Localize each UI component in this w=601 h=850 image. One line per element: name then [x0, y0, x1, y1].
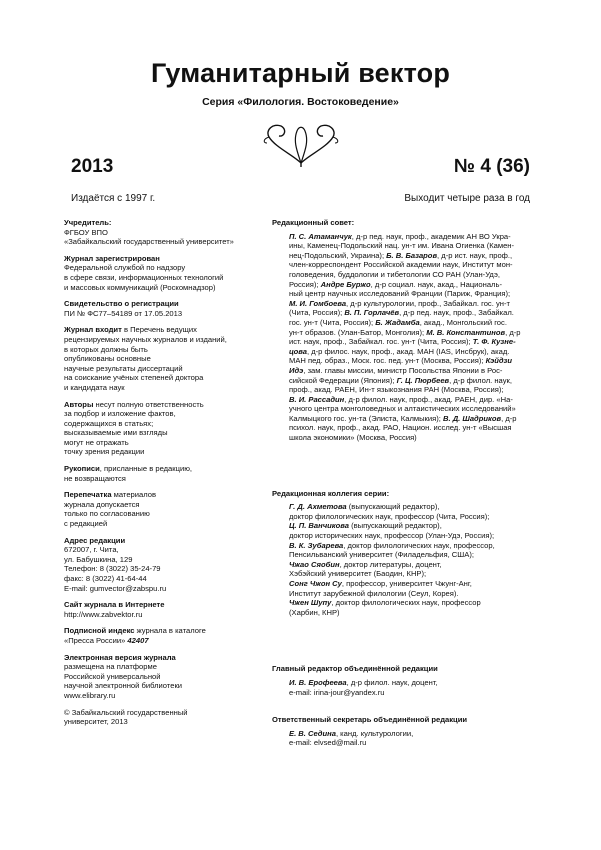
electronic-line: научной электронной библиотеки	[64, 681, 183, 691]
council-line	[289, 356, 542, 366]
secretary-member-name: Е. В. Седина	[289, 728, 336, 738]
reprint-heading: Перепечатка	[64, 490, 112, 500]
registration-line: в сфере связи, информационных технологий	[64, 272, 224, 282]
secretary-section	[272, 715, 542, 748]
vak-list-block	[64, 325, 259, 392]
editorial-council-section	[272, 218, 542, 443]
board-text: , доктор филологических наук, профессор	[331, 598, 481, 608]
board-text: Пенсильванский университет (Филадельфия, США);	[289, 550, 474, 560]
council-line	[289, 270, 542, 280]
council-text: , д-р культурологии, проф., Забайкал. гос. ун-т	[346, 298, 510, 308]
council-text: , акад., Монгольский гос.	[419, 317, 507, 327]
council-line	[289, 366, 542, 376]
council-text: школа экономики» (Москва, Россия)	[289, 433, 417, 443]
council-member-name: цова	[289, 346, 307, 356]
elibrary-link[interactable]: www.elibrary.ru	[64, 690, 116, 700]
council-text: психол. наук, проф., акад. РАО, Национ. исслед. ун-т «Высшая	[289, 423, 512, 433]
council-text: ист. наук, проф., Забайкал. гос. ун-т (Чита, Россия);	[289, 337, 473, 347]
board-text: доктор исторических наук, профессор (Улан-Удэ, Россия);	[289, 531, 495, 541]
council-member-name: Идэ	[289, 365, 304, 375]
council-member-name: Б. Жадамба	[375, 317, 420, 327]
vak-line: рецензируемых научных журналов и изданий,	[64, 334, 227, 344]
chief-editor-section	[272, 664, 542, 697]
council-line	[289, 308, 542, 318]
site-block	[64, 600, 259, 619]
vak-line: опубликованы основные	[64, 354, 151, 364]
council-text: (Чита, Россия);	[289, 308, 345, 318]
council-text: , д-р филос. наук, проф., акад. МАН (IAS, Инсбрук), акад.	[306, 346, 510, 356]
council-text: учного центра монголоведных и алтаистических исследований»	[289, 404, 516, 414]
board-text: Хэбэйский университет (Баодин, КНР);	[289, 569, 427, 579]
board-line	[289, 569, 542, 579]
council-line	[289, 347, 542, 357]
editorial-board-heading: Редакционная коллегия серии:	[272, 488, 390, 498]
board-member-name: Чжен Шупу	[289, 598, 332, 608]
council-member-name: Т. Ф. Кузне-	[472, 337, 516, 347]
journal-title: Гуманитарный вектор	[150, 58, 451, 88]
secretary-text: , канд. культурологии,	[335, 728, 414, 738]
email-link[interactable]: E-mail: gumvector@zabspu.ru	[64, 583, 167, 593]
ornament-flourish-icon	[263, 117, 339, 167]
subscription-heading: Подписной индекс	[64, 626, 135, 636]
council-member-name: П. С. Атаманчук	[289, 231, 352, 241]
authors-line: несут полную ответственность	[93, 399, 204, 409]
registration-block	[64, 254, 259, 292]
issue-year: 2013	[71, 156, 114, 177]
board-member-name: Ц. П. Ванчикова	[289, 521, 349, 531]
board-text: Институт зарубежной филологии (Сеул, Корея).	[289, 588, 459, 598]
council-text: , д-р филол. наук,	[449, 375, 512, 385]
chief-editor-info	[272, 678, 542, 697]
council-text: проф., акад. РАЕН, Ин-т языкознания РАН (Москва, Россия);	[289, 385, 504, 395]
authors-line: за подбор и изложение фактов,	[64, 409, 176, 419]
address-line: ул. Бабушкина, 129	[64, 554, 133, 564]
board-member-name: Сонг Чжон Су	[289, 579, 342, 588]
council-line	[289, 414, 542, 424]
electronic-line: размещена на платформе	[64, 662, 157, 672]
registration-heading: Журнал зарегистрирован	[64, 253, 160, 263]
address-heading: Адрес редакции	[64, 535, 126, 545]
board-line	[289, 560, 542, 570]
reprint-block	[64, 490, 259, 528]
electronic-line: Российской универсальной	[64, 671, 161, 681]
board-line	[289, 541, 542, 551]
council-text: , д-р пед. наук, проф., Забайкал.	[399, 308, 514, 318]
council-line	[289, 385, 542, 395]
authors-line: точку зрения редакции	[64, 447, 145, 457]
board-text: (выпускающий редактор),	[346, 502, 440, 512]
council-text: гос. ун-т (Чита, Россия);	[289, 317, 376, 327]
manuscripts-heading: Рукописи	[64, 464, 100, 474]
vak-line: в Перечень ведущих	[121, 325, 197, 335]
authors-line: могут не отражать	[64, 437, 129, 447]
secretary-heading: Ответственный секретарь объединённой редакции	[272, 715, 468, 725]
board-text: , профессор, университет Чжунг-Анг,	[341, 579, 472, 588]
published-since: Издаётся с 1997 г.	[71, 193, 156, 204]
site-heading: Сайт журнала в Интернете	[64, 600, 165, 610]
editorial-column	[272, 218, 542, 748]
board-text: (Харбин, КНР)	[289, 607, 340, 617]
council-line	[289, 280, 542, 290]
council-member-name: В. П. Горлачёв	[344, 308, 400, 318]
board-text: доктор филологических наук, профессор (Чита, Россия);	[289, 511, 490, 521]
council-line	[289, 433, 542, 443]
council-text: , д-р ист. наук, проф.,	[437, 250, 513, 260]
authors-block	[64, 400, 259, 458]
council-text: член-корреспондент Российской академии наук, Институт мон-	[289, 260, 513, 270]
board-line	[289, 598, 542, 608]
board-member-name: В. К. Зубарева	[289, 540, 344, 550]
editorial-council-list	[272, 232, 542, 443]
electronic-heading: Электронная версия журнала	[64, 652, 176, 662]
board-line	[289, 550, 542, 560]
electronic-version-block	[64, 653, 259, 701]
subscription-block	[64, 626, 259, 645]
editorial-board-list	[272, 502, 542, 617]
council-text: нец-Подольский, Украина);	[289, 250, 387, 260]
subscription-index: 42407	[127, 635, 149, 645]
reprint-line: материалов	[111, 490, 157, 500]
council-line	[289, 337, 542, 347]
council-line	[289, 423, 542, 433]
council-member-name: Кэйдзи	[485, 356, 513, 366]
phone-line: Телефон: 8 (3022) 35-24-79	[64, 564, 161, 574]
council-text: головедения, буддологии и тибетологии СО РАН (Улан-Удэ,	[289, 269, 500, 279]
manuscripts-line: не возвращаются	[64, 473, 126, 483]
certificate-block	[64, 299, 259, 318]
board-member-name: Чжао Сяобин	[289, 559, 340, 569]
council-line	[289, 260, 542, 270]
council-member-name: Г. Ц. Пюрбеев	[396, 375, 450, 385]
authors-line: содержащихся в статьях;	[64, 418, 154, 428]
board-line	[289, 502, 542, 512]
chief-line	[289, 688, 542, 698]
council-line	[289, 241, 542, 251]
council-text: , зам. главы миссии, министр Посольства Японии в Рос-	[303, 365, 503, 375]
council-line	[289, 251, 542, 261]
reprint-line: с редакцией	[64, 519, 108, 529]
board-text: , доктор литературы, доцент,	[339, 559, 442, 569]
vak-line: на соискание учёных степеней доктора	[64, 373, 204, 383]
board-line	[289, 608, 542, 618]
council-text: МАН пед. образ., Моск. гос. пед. ун-т (Москва, Россия);	[289, 356, 486, 366]
board-text: , доктор филологических наук, профессор,	[343, 540, 495, 550]
certificate-number: ПИ № ФС77–54189 от 17.05.2013	[64, 308, 183, 318]
fax-line: факс: 8 (3022) 41-64-44	[64, 574, 147, 583]
vak-line: и кандидата наук	[64, 382, 125, 392]
board-line	[289, 521, 542, 531]
board-line	[289, 531, 542, 541]
chief-member-name: И. В. Ерофеева	[289, 677, 347, 687]
authors-line: высказываемые ими взгляды	[64, 428, 168, 438]
editorial-council-heading: Редакционный совет:	[272, 218, 355, 227]
council-line	[289, 232, 542, 242]
council-member-name: М. В. Константинов	[426, 327, 506, 337]
reprint-line: журнала допускается	[64, 499, 140, 509]
council-text: сийской Федерации (Япония);	[289, 375, 397, 385]
council-text: , д-р	[505, 327, 521, 337]
council-text: ный центр научных исследований Франции (Париж, Франция);	[289, 289, 511, 299]
authors-heading: Авторы	[64, 399, 94, 409]
site-link[interactable]: http://www.zabvektor.ru	[64, 609, 143, 619]
founder-block	[64, 218, 259, 247]
council-text: , д-р социал. наук, акад., Националь-	[370, 279, 502, 289]
vak-line: в которых должны быть	[64, 344, 148, 354]
board-text: (выпускающий редактор),	[349, 521, 442, 531]
board-line	[289, 512, 542, 522]
editorial-board-section	[272, 489, 542, 618]
founder-line: ФГБОУ ВПО	[64, 227, 108, 237]
council-text: , д-р	[501, 413, 517, 423]
imprint-column	[64, 218, 259, 734]
council-line	[289, 328, 542, 338]
registration-line: и массовых коммуникаций (Роскомнадзор)	[64, 282, 216, 292]
copyright-line: университет, 2013	[64, 717, 128, 727]
secretary-line	[289, 729, 542, 739]
council-text: ины, Каменец-Подольский нац. ун-т им. Ивана Огиенка (Камен-	[289, 241, 515, 251]
chief-text: , д-р филол. наук, доцент,	[346, 677, 438, 687]
council-text: , д-р филол. наук, проф., акад. РАЕН, дир. «На-	[344, 394, 513, 404]
council-text: ун-т образов. (Улан-Батор, Монголия);	[289, 327, 427, 337]
council-line	[289, 376, 542, 386]
council-line	[289, 299, 542, 309]
publication-frequency: Выходит четыре раза в год	[404, 193, 530, 204]
council-member-name: М. И. Гомбоева	[289, 298, 347, 308]
manuscripts-block	[64, 464, 259, 483]
founder-heading: Учредитель:	[64, 218, 112, 227]
council-line	[289, 289, 542, 299]
copyright-line: © Забайкальский государственный	[64, 707, 188, 717]
certificate-heading: Свидетельство о регистрации	[64, 299, 179, 309]
series-title: Серия «Филология. Востоковедение»	[202, 96, 399, 108]
catalog-name: «Пресса России»	[64, 635, 128, 645]
secretary-info	[272, 729, 542, 748]
council-line	[289, 395, 542, 405]
issue-number: № 4 (36)	[453, 156, 530, 177]
council-line	[289, 404, 542, 414]
council-line	[289, 318, 542, 328]
copyright-block	[64, 708, 259, 727]
subscription-line: журнала в каталоге	[134, 626, 206, 636]
manuscripts-line: , присланные в редакцию,	[99, 464, 193, 474]
council-member-name: В. И. Рассадин	[289, 394, 345, 404]
board-line	[289, 579, 542, 589]
vak-heading: Журнал входит	[64, 325, 122, 335]
chief-text: e-mail: irina-jour@yandex.ru	[289, 687, 385, 697]
council-member-name: Андре Буржо	[320, 279, 371, 289]
address-block	[64, 536, 259, 594]
council-text: Россия);	[289, 279, 321, 289]
council-member-name: Б. В. Базаров	[386, 250, 438, 260]
council-text: Калмыцкого гос. ун-та (Элиста, Калмыкия);	[289, 413, 443, 423]
reprint-line: только по согласованию	[64, 509, 150, 519]
vak-line: научные результаты диссертаций	[64, 363, 183, 373]
secretary-text: e-mail: elvsed@mail.ru	[289, 738, 367, 748]
chief-line	[289, 678, 542, 688]
chief-editor-heading: Главный редактор объединённой редакции	[272, 664, 438, 674]
board-member-name: Г. Д. Ахметова	[289, 502, 347, 512]
board-line	[289, 589, 542, 599]
founder-line: «Забайкальский государственный университет»	[64, 237, 234, 247]
secretary-line	[289, 738, 542, 748]
address-line: 672007, г. Чита,	[64, 545, 119, 555]
registration-line: Федеральной службой по надзору	[64, 263, 186, 273]
council-text: , д-р пед. наук, проф., академик АН ВО Укра-	[351, 231, 511, 241]
council-member-name: В. Д. Шадриков	[442, 413, 502, 423]
